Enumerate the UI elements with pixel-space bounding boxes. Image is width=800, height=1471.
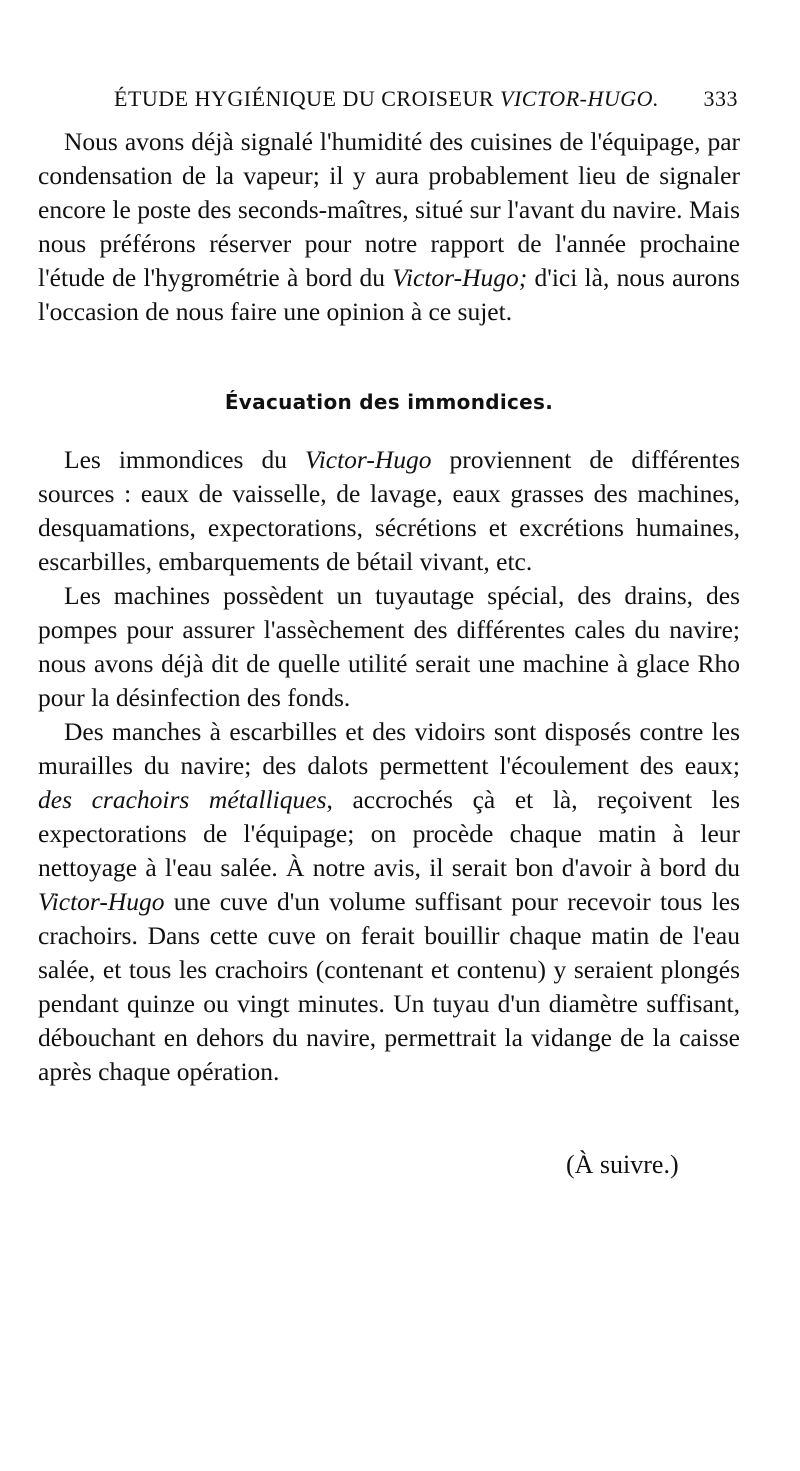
paragraph-machines: Les machines possèdent un tuyautage spécial, des drains, des pompes pour assurer l'assèchement des différentes cales du navire; nous avons déjà dit de quelle utilité serait une machine à glace Rho pour la désinfection des fonds. [38, 581, 740, 712]
section-title: Évacuation des immondices. [224, 390, 554, 414]
paragraph-sources: Les immondices du Victor-Hugo proviennent de différentes sources : eaux de vaisselle, de lavage, eaux grasses des machines, desquamations, expectorations, sécrétions et excrétions humaines, escarbilles, embarquements de bétail vivant, etc. [38, 445, 740, 576]
page-number: 333 [703, 86, 738, 111]
paragraph-crachoirs: Des manches à escarbilles et des vidoirs sont disposés contre les murailles du navire; des dalots permettent l'écoulement des eaux; des crachoirs métalliques, accrochés çà et là, reçoivent les expectorations de l'équipage; on procède chaque matin à leur nettoyage à l'eau salée. À notre avis, il serait bon d'avoir à bord du Victor-Hugo une cuve d'un volume suffisant pour recevoir tous les crachoirs. Dans cette cuve on ferait bouillir chaque matin de l'eau salée, et tous les crachoirs (contenant et contenu) y seraient plongés pendant quinze ou vingt minutes. Un tuyau d'un diamètre suffisant, débouchant en dehors du navire, permettrait la vidange de la caisse après chaque opération. [38, 717, 740, 1086]
paragraph-humidity: Nous avons déjà signalé l'humidité des cuisines de l'équipage, par condensation de la vapeur; il y aura probablement lieu de signaler encore le poste des seconds-maîtres, situé sur l'avant du navire. Mais nous préférons réserver pour notre rapport de l'année prochaine l'étude de l'hygrométrie à bord du Victor-Hugo; d'ici là, nous aurons l'occasion de nous faire une opinion à ce sujet. [38, 127, 740, 326]
continuation-note: (À suivre.) [566, 1150, 679, 1179]
body-text [38, 125, 740, 1089]
running-title: ÉTUDE HYGIÉNIQUE DU CROISEUR VICTOR-HUGO. [114, 86, 660, 111]
running-header [114, 86, 738, 112]
